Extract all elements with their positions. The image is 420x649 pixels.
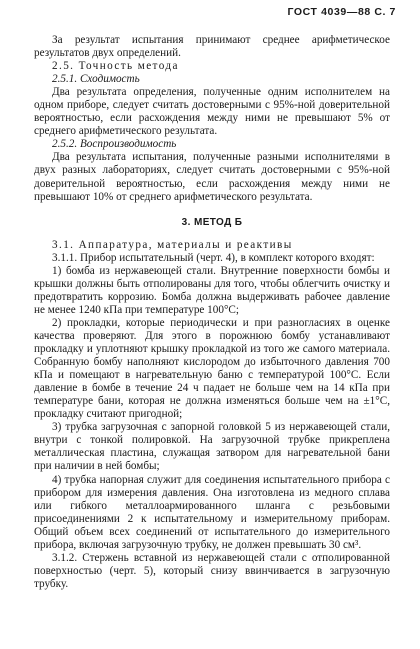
- section-heading-2-5: 2.5. Точность метода: [52, 60, 179, 73]
- list-item-3-loading-tube: 3) трубка загрузочная с запорной головкой 5 из нержавеющей стали, внутри с тонкой полировкой. На загрузочной трубке прикреплена металлическая пластина, служащая затвором для нагревательной бани при наличии в ней бомбы;: [34, 421, 390, 473]
- paragraph-3-1-2: 3.1.2. Стержень вставной из нержавеющей стали с отполированной поверхностью (черт. 5), который снизу ввинчивается в загрузочную трубку.: [34, 551, 390, 590]
- paragraph-result: За результат испытания принимают среднее арифметическое результатов двух определений.: [34, 34, 390, 60]
- list-item-4-pressure-tube: 4) трубка напорная служит для соединения испытательного прибора с прибором для измерения давления. Она изготовлена из медного сплава или гибкого металлоармированного шланга с резьбовыми присоединениями 2 к испытательному и измерительному приборам. Общий объем всех соединений от испытательного до измерительного прибора, включая загрузочную трубку, не должен превышать 30 см³.: [34, 473, 390, 551]
- section-title-method-b: 3. МЕТОД Б: [181, 216, 243, 228]
- paragraph-3-1-1: 3.1.1. Прибор испытательный (черт. 4), в комплект которого входят:: [52, 251, 375, 264]
- list-item-1-bomb: 1) бомба из нержавеющей стали. Внутренние поверхности бомбы и крышки должны быть отполированы для того, чтобы облегчить очистку и предотвратить коррозию. Бомба должна выдерживать рабочее давление не менее 1240 кПа при температуре 100°С;: [34, 264, 390, 316]
- subsection-heading-2-5-1: 2.5.1. Сходимость: [52, 73, 140, 86]
- subsection-heading-2-5-2: 2.5.2. Воспроизводимость: [52, 138, 177, 151]
- list-item-2-gaskets: 2) прокладки, которые периодически и при разногласиях в оценке качества проверяют. Для этого в порожнюю бомбу устанавливают прокладку и уплотняют крышку прокладкой из того же самого материала. Собранную бомбу наполняют кислородом до избыточного давления 700 кПа и помещают в нагревательную баню с температурой 100°С. Если давление в бомбе в течение 24 ч падает не больше чем на 14 кПа при температуре бани, которая не должна изменяться больше чем на ±1°С, прокладку считают пригодной;: [34, 316, 390, 421]
- paragraph-reproducibility: Два результата испытания, полученные разными исполнителями в двух разных лабораториях, следует считать достоверными с 95%-ной доверительной вероятностью, если расхождения между ними не превышают 10% от среднего арифметического результата.: [34, 151, 390, 203]
- paragraph-convergence: Два результата определения, полученные одним исполнителем на одном приборе, следует считать достоверными с 95%-ной доверительной вероятностью, если расхождения между ними не превышают 5% от среднего арифметического результата.: [34, 86, 390, 138]
- document-body: [34, 34, 390, 591]
- page-header: ГОСТ 4039—88 С. 7: [287, 6, 396, 18]
- section-heading-3-1: 3.1. Аппаратура, материалы и реактивы: [52, 238, 293, 251]
